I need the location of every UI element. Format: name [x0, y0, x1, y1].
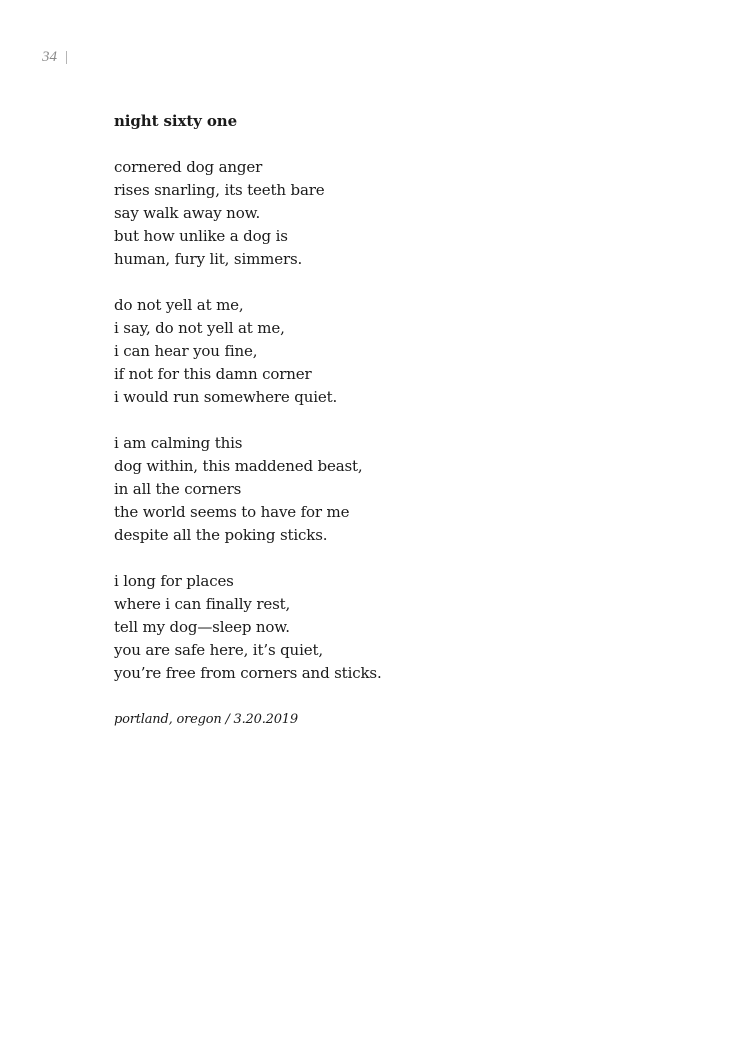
poem-line: tell my dog—sleep now. [114, 618, 290, 636]
stanza-1 [114, 156, 674, 271]
poem-line: human, fury lit, simmers. [114, 250, 303, 268]
poem [114, 110, 674, 730]
poem-line: you are safe here, it’s quiet, [114, 641, 323, 659]
poem-title: night sixty one [114, 112, 238, 130]
poem-line: the world seems to have for me [114, 503, 350, 521]
poem-line: i can hear you fine, [114, 342, 258, 360]
stanza-2 [114, 294, 674, 409]
poem-line: but how unlike a dog is [114, 227, 288, 245]
poem-line: do not yell at me, [114, 296, 244, 314]
stanza-4 [114, 570, 674, 685]
poem-line: in all the corners [114, 480, 242, 498]
poem-signature: portland, oregon / 3.20.2019 [114, 712, 298, 727]
page-number: 34 [42, 49, 57, 65]
poem-line: dog within, this maddened beast, [114, 457, 363, 475]
page-header [42, 49, 67, 66]
poem-line: if not for this damn corner [114, 365, 312, 383]
poem-line: say walk away now. [114, 204, 261, 222]
stanza-3 [114, 432, 674, 547]
poem-line: cornered dog anger [114, 158, 263, 176]
poem-line: where i can finally rest, [114, 595, 291, 613]
poem-line: rises snarling, its teeth bare [114, 181, 325, 199]
header-divider [66, 51, 67, 64]
poem-line: i say, do not yell at me, [114, 319, 285, 337]
poem-line: you’re free from corners and sticks. [114, 664, 382, 682]
poem-line: despite all the poking sticks. [114, 526, 328, 544]
poem-line: i long for places [114, 572, 234, 590]
poem-line: i would run somewhere quiet. [114, 388, 338, 406]
poem-line: i am calming this [114, 434, 243, 452]
